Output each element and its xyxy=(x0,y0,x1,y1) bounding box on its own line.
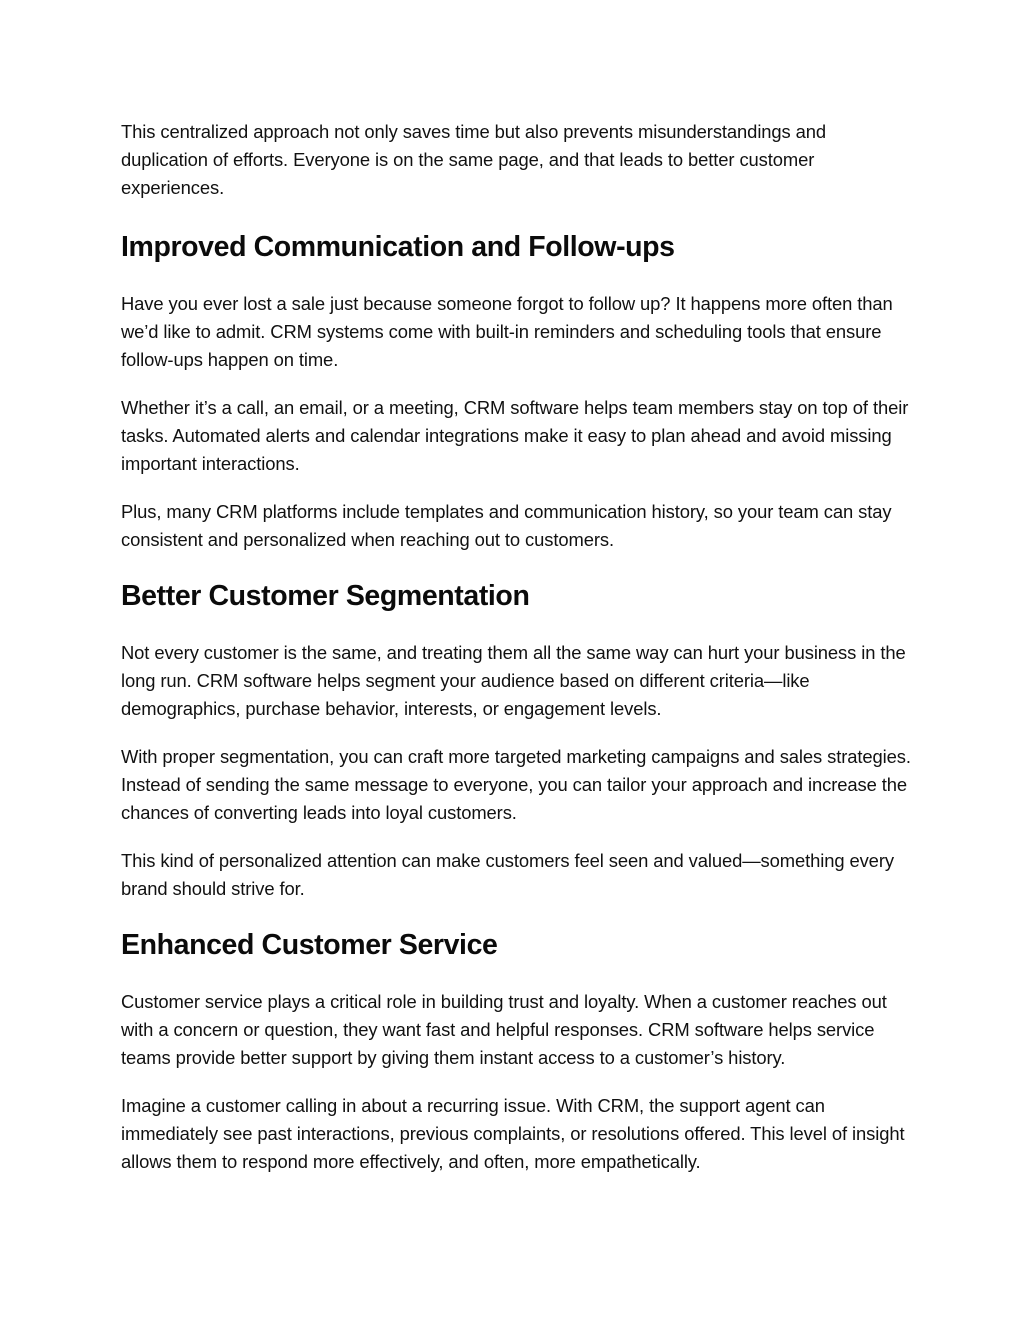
segmentation-paragraph-1: Not every customer is the same, and treating them all the same way can hurt your business in the long run. CRM software helps segment your audience based on different criteria—like demographics, purchase behavior, interests, or engagement levels. xyxy=(121,642,906,719)
segmentation-paragraph-2: With proper segmentation, you can craft more targeted marketing campaigns and sales strategies. Instead of sending the same message to everyone, you can tailor your approach and increase the chances of converting leads into loyal customers. xyxy=(121,746,911,823)
section-heading-segmentation: Better Customer Segmentation xyxy=(121,580,530,612)
segmentation-paragraph-3: This kind of personalized attention can make customers feel seen and valued—something every brand should strive for. xyxy=(121,850,894,899)
customer-service-paragraph-1: Customer service plays a critical role in building trust and loyalty. When a customer reaches out with a concern or question, they want fast and helpful responses. CRM software helps service teams provide better support by giving them instant access to a customer’s history. xyxy=(121,991,887,1068)
section-heading-customer-service: Enhanced Customer Service xyxy=(121,929,498,961)
intro-paragraph: This centralized approach not only saves time but also prevents misunderstandings and duplication of efforts. Everyone is on the same page, and that leads to better customer experiences. xyxy=(121,121,827,198)
section-heading-communication: Improved Communication and Follow-ups xyxy=(121,231,675,263)
communication-paragraph-3: Plus, many CRM platforms include templates and communication history, so your team can stay consistent and personalized when reaching out to customers. xyxy=(121,501,892,550)
communication-paragraph-2: Whether it’s a call, an email, or a meeting, CRM software helps team members stay on top of their tasks. Automated alerts and calendar integrations make it easy to plan ahead and avoid missing important interactions. xyxy=(121,397,909,474)
customer-service-paragraph-2: Imagine a customer calling in about a recurring issue. With CRM, the support agent can immediately see past interactions, previous complaints, or resolutions offered. This level of insight allows them to respond more effectively, and often, more empathetically. xyxy=(121,1095,905,1172)
document-page xyxy=(121,118,911,1196)
communication-paragraph-1: Have you ever lost a sale just because someone forgot to follow up? It happens more often than we’d like to admit. CRM systems come with built-in reminders and scheduling tools that ensure follow-ups happen on time. xyxy=(121,293,893,370)
